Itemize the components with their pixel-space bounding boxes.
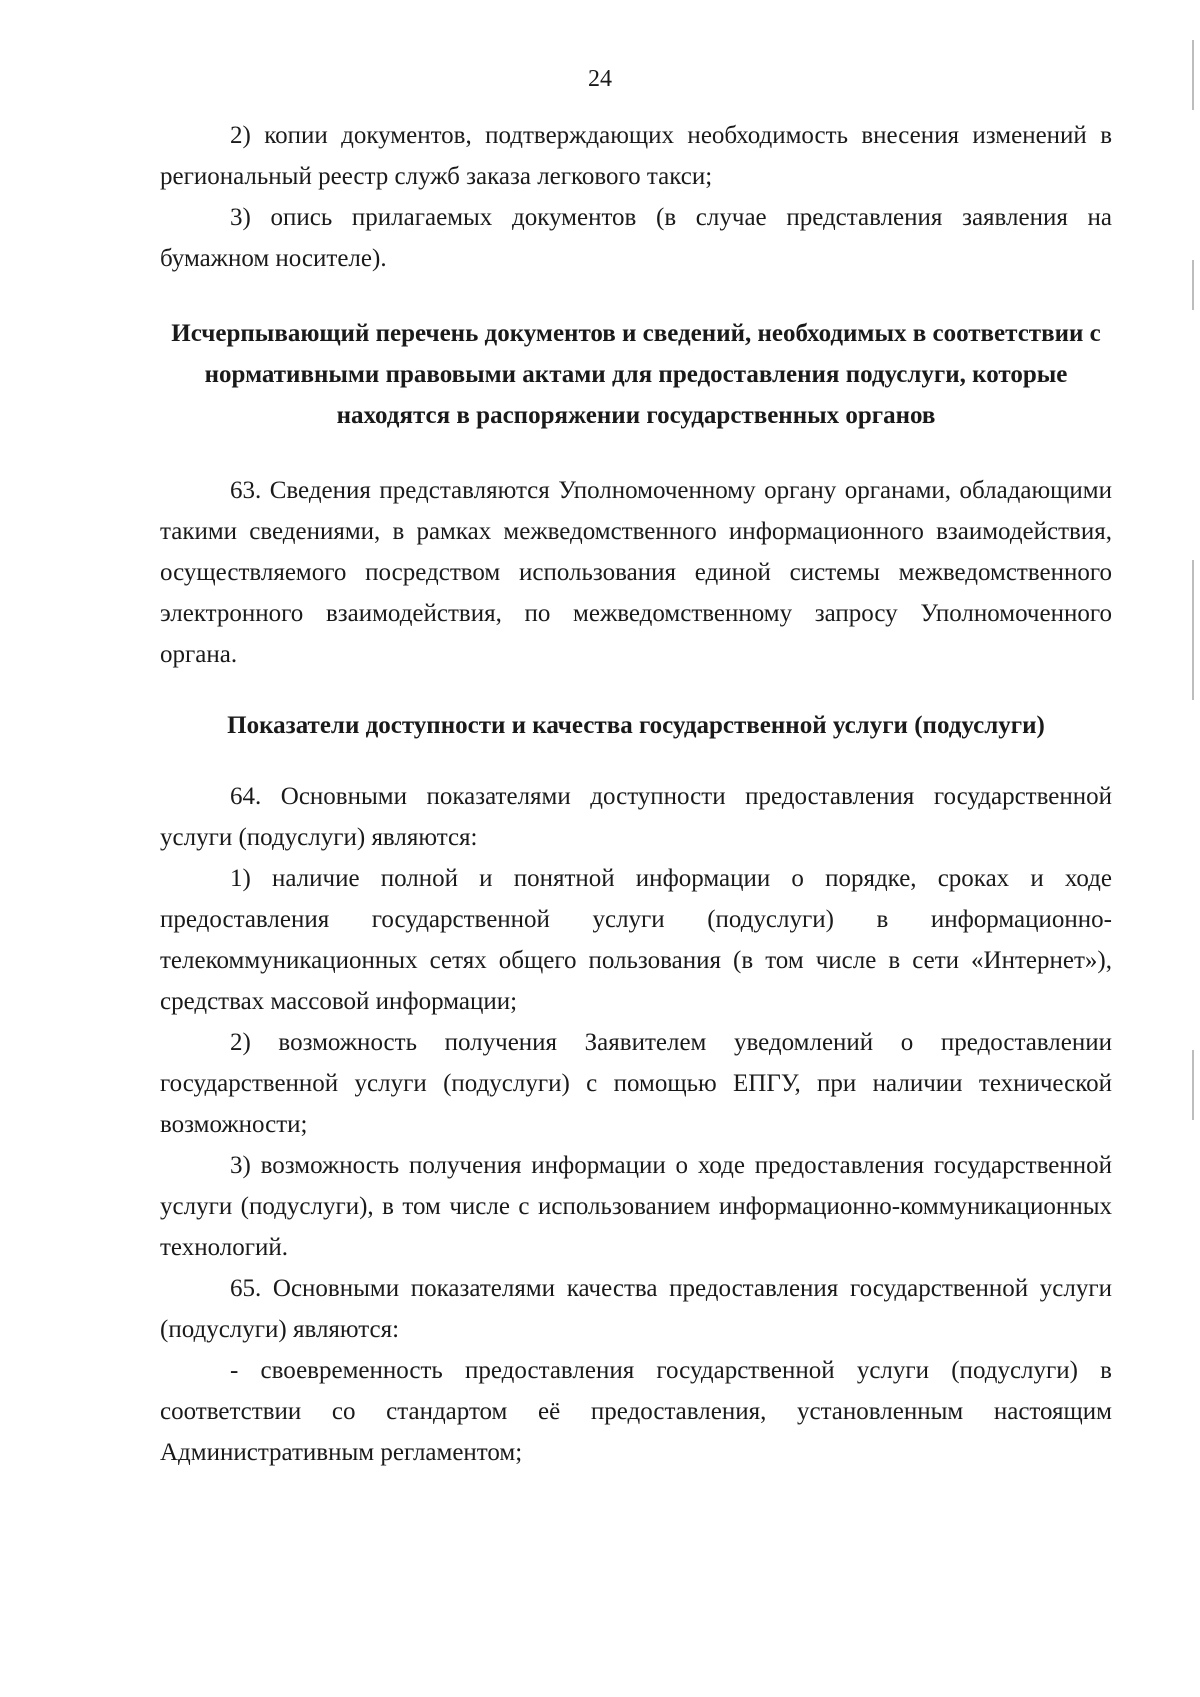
- list-item: 1) наличие полной и понятной информации о порядке, сроках и ходе предоставления государственной услуги (подуслуги) в информационно-телекоммуникационных сетях общего пользования (в том числе в сети «Интернет»), средствах массовой информации;: [160, 865, 1112, 1015]
- list-item: 2) возможность получения Заявителем уведомлений о предоставлении государственной услуги (подуслуги) с помощью ЕПГУ, при наличии технической возможности;: [160, 1029, 1112, 1138]
- paragraph: 3) опись прилагаемых документов (в случае представления заявления на бумажном носителе).: [160, 204, 1112, 272]
- list-item: 3) возможность получения информации о ходе предоставления государственной услуги (подуслуги), в том числе с использованием информационно-коммуникационных технологий.: [160, 1152, 1112, 1261]
- list-item: - своевременность предоставления государственной услуги (подуслуги) в соответствии со стандартом её предоставления, установленным настоящим Административным регламентом;: [160, 1357, 1112, 1466]
- scan-edge-mark: [1192, 560, 1194, 700]
- document-body: [160, 115, 1112, 1473]
- paragraph: 64. Основными показателями доступности предоставления государственной услуги (подуслуги) являются:: [160, 783, 1112, 851]
- section-heading: Исчерпывающий перечень документов и сведений, необходимых в соответствии с нормативными правовыми актами для предоставления подуслуги, которые находятся в распоряжении государственных органов: [171, 320, 1101, 429]
- paragraph: 65. Основными показателями качества предоставления государственной услуги (подуслуги) являются:: [160, 1275, 1112, 1343]
- scan-edge-mark: [1192, 1050, 1194, 1120]
- scan-edge-mark: [1192, 260, 1194, 310]
- section-heading: Показатели доступности и качества государственной услуги (подуслуги): [227, 712, 1045, 739]
- page-number: 24: [588, 66, 612, 92]
- paragraph: 2) копии документов, подтверждающих необходимость внесения изменений в региональный реестр служб заказа легкового такси;: [160, 122, 1112, 190]
- paragraph: 63. Сведения представляются Уполномоченному органу органами, обладающими такими сведениями, в рамках межведомственного информационного взаимодействия, осуществляемого посредством использования единой системы межведомственного электронного взаимодействия, по межведомственному запросу Уполномоченного органа.: [160, 477, 1112, 668]
